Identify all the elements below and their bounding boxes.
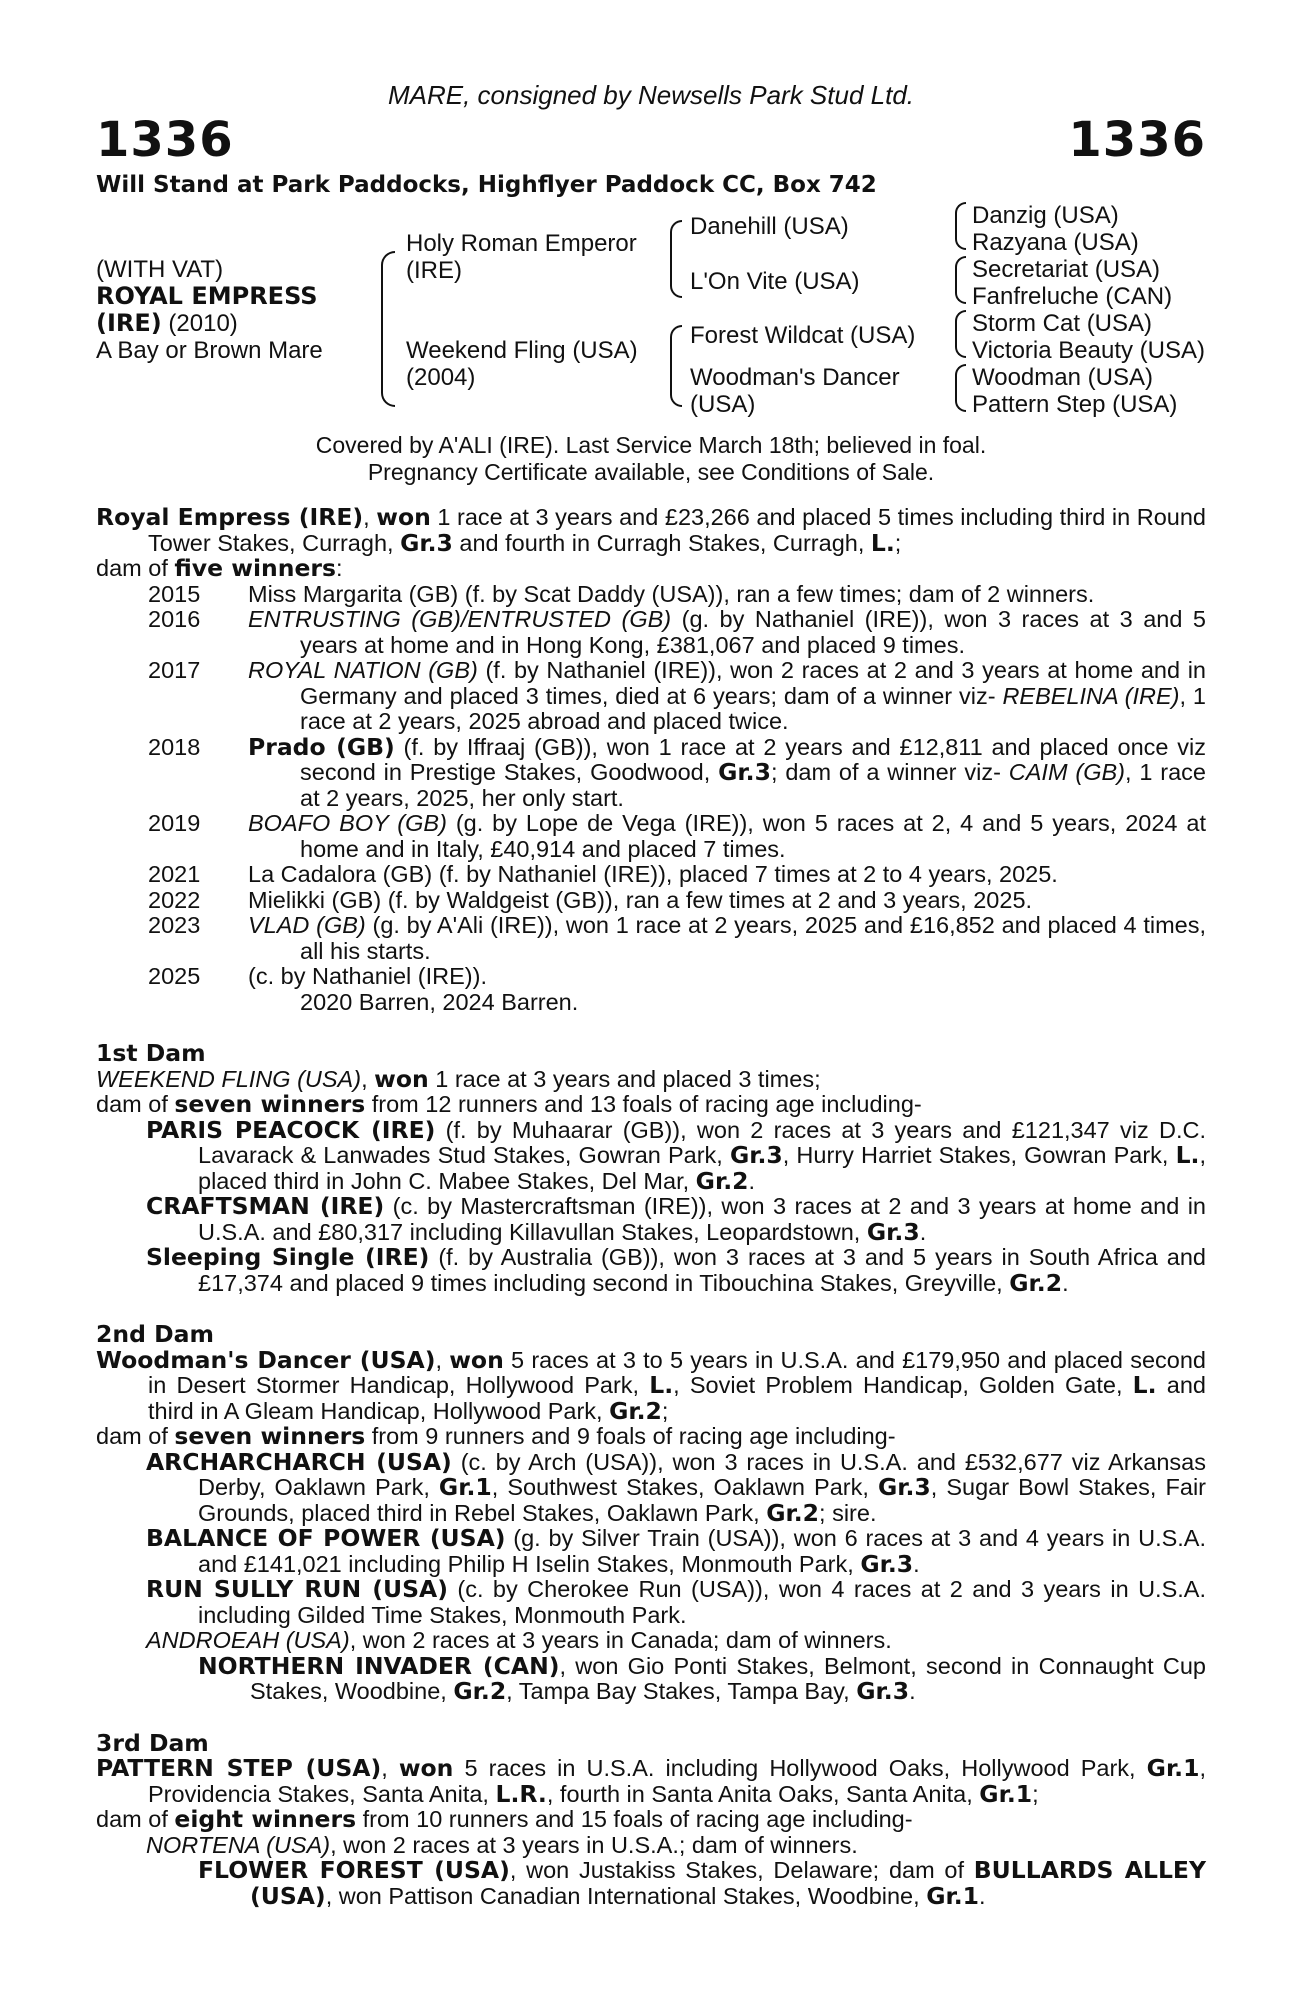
horse-name: ROYAL EMPRESS [96,282,318,310]
third-dam-record: PATTERN STEP (USA), won 5 races in U.S.A. including Hollywood Oaks, Hollywood Park, Gr.1, Providencia Stakes, Santa Anita, L.R., fourth in Santa Anita Oaks, Santa Anita, Gr.1; [96,1754,1206,1808]
mare-dam-of: dam of five winners: [96,554,343,582]
covered-note: Covered by A'ALI (IRE). Last Service March 18th; believed in foal. [315,432,987,458]
second-dam-heading: 2nd Dam [96,1320,214,1348]
balance-of-power-entry: BALANCE OF POWER (USA) (g. by Silver Train (USA)), won 6 races at 3 and 4 years in U.S.A. and £141,021 including Philip H Iselin Stakes, Monmouth Park, Gr.3. [146,1524,1207,1578]
first-dam-heading: 1st Dam [96,1039,206,1067]
nortena-entry: NORTENA (USA), won 2 races at 3 years in U.S.A.; dam of winners. [146,1831,858,1858]
androeah-entry: ANDROEAH (USA), won 2 races at 3 years in Canada; dam of winners. [146,1627,892,1653]
sire-dam: L'On Vite (USA) [690,268,860,295]
horse-country-year [96,310,238,337]
pedigree-bracket-main [381,251,395,407]
flower-forest-entry: FLOWER FOREST (USA), won Justakiss Stakes, Delaware; dam of BULLARDS ALLEY (USA), won Pattison Canadian International Stakes, Woodbine, Gr.1. [198,1856,1207,1910]
sire-name-line2: (IRE) [406,257,462,284]
pedigree-body [96,505,1206,1909]
pedigree-bracket-dam [670,325,682,407]
first-dam-record: WEEKEND FLING (USA), won 1 race at 3 years and placed 3 times; [96,1064,821,1093]
second-dam-produce-summary: dam of seven winners from 9 runners and 9 foals of racing age including- [96,1422,896,1450]
produce-row-2025: 2025 (c. by Nathaniel (IRE)). 2020 Barren, 2024 Barren. [148,963,579,1015]
pedigree-bracket-sire [670,220,682,298]
produce-row-2017: 2017 ROYAL NATION (GB) (f. by Nathaniel (IRE)), won 2 races at 2 and 3 years at home and in Germany and placed 3 times, died at 6 years; dam of a winner viz- REBELINA (IRE), 1 race at 2 years, 2025 abroad and placed twice. [148,657,1206,734]
ss-dam: Razyana (USA) [972,229,1139,256]
dd-dam: Pattern Step (USA) [972,391,1178,418]
produce-row-2022: 2022 Mielikki (GB) (f. by Waldgeist (GB)), ran a few times at 2 and 3 years, 2025. [148,886,1033,913]
stand-location: Will Stand at Park Paddocks, Highflyer Paddock CC, Box 742 [96,172,877,198]
northern-invader-entry: NORTHERN INVADER (CAN), won Gio Ponti Stakes, Belmont, second in Connaught Cup Stakes, Woodbine, Gr.2, Tampa Bay Stakes, Tampa Bay, Gr.3. [198,1651,1206,1705]
first-dam-produce-summary: dam of seven winners from 12 runners and 13 foals of racing age including- [96,1090,922,1118]
third-dam-produce-summary: dam of eight winners from 10 runners and 15 foals of racing age including- [96,1805,913,1833]
run-sully-run-entry: RUN SULLY RUN (USA) (c. by Cherokee Run (USA)), won 4 races at 2 and 3 years in U.S.A. including Gilded Time Stakes, Monmouth Park. [146,1575,1206,1628]
ds-sire: Storm Cat (USA) [972,310,1153,337]
pedigree-bracket-sd [955,256,966,304]
produce-row-2018: 2018 Prado (GB) (f. by Iffraaj (GB)), won 1 race at 2 years and £12,811 and placed once viz second in Prestige Stakes, Goodwood, Gr.3; dam of a winner viz- CAIM (GB), 1 race at 2 years, 2025, her only start. [148,732,1207,811]
sire-sire: Danehill (USA) [690,213,849,240]
dam-sire: Forest Wildcat (USA) [690,322,916,349]
mare-record: Royal Empress (IRE), won 1 race at 3 years and £23,266 and placed 5 times including third in Round Tower Stakes, Curragh, Gr.3 and fourth in Curragh Stakes, Curragh, L.; [96,503,1206,557]
lot-number-right: 1336 [1068,112,1206,168]
produce-row-2021: 2021 La Cadalora (GB) (f. by Nathaniel (IRE)), placed 7 times at 2 to 4 years, 2025. [148,861,1058,887]
pedigree-bracket-ss [955,202,966,250]
lot-number-left: 1336 [96,112,234,168]
pedigree-bracket-ds [955,310,966,358]
dd-sire: Woodman (USA) [972,364,1153,391]
ss-sire: Danzig (USA) [972,202,1119,229]
dam-name-line2: (2004) [406,364,476,391]
sleeping-single-entry: Sleeping Single (IRE) (f. by Australia (GB)), won 3 races at 3 and 5 years in South Africa and £17,374 and placed 9 times including second in Tibouchina Stakes, Greyville, Gr.2. [146,1243,1206,1297]
vat-note: (WITH VAT) [96,256,224,283]
produce-row-2015: 2015 Miss Margarita (GB) (f. by Scat Daddy (USA)), ran a few times; dam of 2 winners. [148,580,1095,607]
paris-peacock-entry: PARIS PEACOCK (IRE) (f. by Muhaarar (GB)), won 2 races at 3 years and £121,347 viz D.C. Lavarack & Lanwades Stud Stakes, Gowran Park, Gr.3, Hurry Harriet Stakes, Gowran Park, L., placed third in John C. Mabee Stakes, Del Mar, Gr.2. [146,1115,1206,1195]
craftsman-entry: CRAFTSMAN (IRE) (c. by Mastercraftsman (IRE)), won 3 races at 2 and 3 years at home and in U.S.A. and £80,317 including Killavullan Stakes, Leopardstown, Gr.3. [146,1192,1206,1246]
horse-description: A Bay or Brown Mare [96,337,323,364]
pregnancy-note: Pregnancy Certificate available, see Conditions of Sale. [367,459,935,485]
sd-sire: Secretariat (USA) [972,256,1161,283]
pedigree-bracket-dd [955,364,966,412]
dam-name-line1: Weekend Fling (USA) [406,337,638,364]
third-dam-heading: 3rd Dam [96,1728,209,1757]
horse-country: (IRE) [96,309,162,337]
produce-row-2016: 2016 ENTRUSTING (GB)/ENTRUSTED (GB) (g. by Nathaniel (IRE)), won 3 races at 3 and 5 years at home and in Hong Kong, £381,067 and placed 9 times. [148,606,1206,658]
archarcharch-entry: ARCHARCHARCH (USA) (c. by Arch (USA)), won 3 races in U.S.A. and £532,677 viz Arkansas Derby, Oaklawn Park, Gr.1, Southwest Stakes, Oaklawn Park, Gr.3, Sugar Bowl Stakes, Fair Grounds, placed third in Rebel Stakes, Oaklawn Park, Gr.2; sire. [146,1447,1206,1527]
second-dam-record: Woodman's Dancer (USA), won 5 races at 3 to 5 years in U.S.A. and £179,950 and placed second in Desert Stormer Handicap, Hollywood Park, L., Soviet Problem Handicap, Golden Gate, L. and third in A Gleam Handicap, Hollywood Park, Gr.2; [96,1345,1207,1425]
sire-name-line1: Holy Roman Emperor [406,230,637,257]
ds-dam: Victoria Beauty (USA) [972,337,1205,364]
horse-year: (2010) [168,310,238,337]
produce-row-2023: 2023 VLAD (GB) (g. by A'Ali (IRE)), won 1 race at 2 years, 2025 and £16,852 and placed 4 times, all his starts. [148,912,1207,964]
consignment-line: MARE, consigned by Newsells Park Stud Ltd. [387,80,915,110]
dam-dam-line1: Woodman's Dancer [690,364,900,391]
sd-dam: Fanfreluche (CAN) [972,283,1173,310]
dam-dam-line2: (USA) [690,391,756,418]
produce-row-2019: 2019 BOAFO BOY (GB) (g. by Lope de Vega (IRE)), won 5 races at 2, 4 and 5 years, 2024 at home and in Italy, £40,914 and placed 7 times. [148,810,1206,862]
